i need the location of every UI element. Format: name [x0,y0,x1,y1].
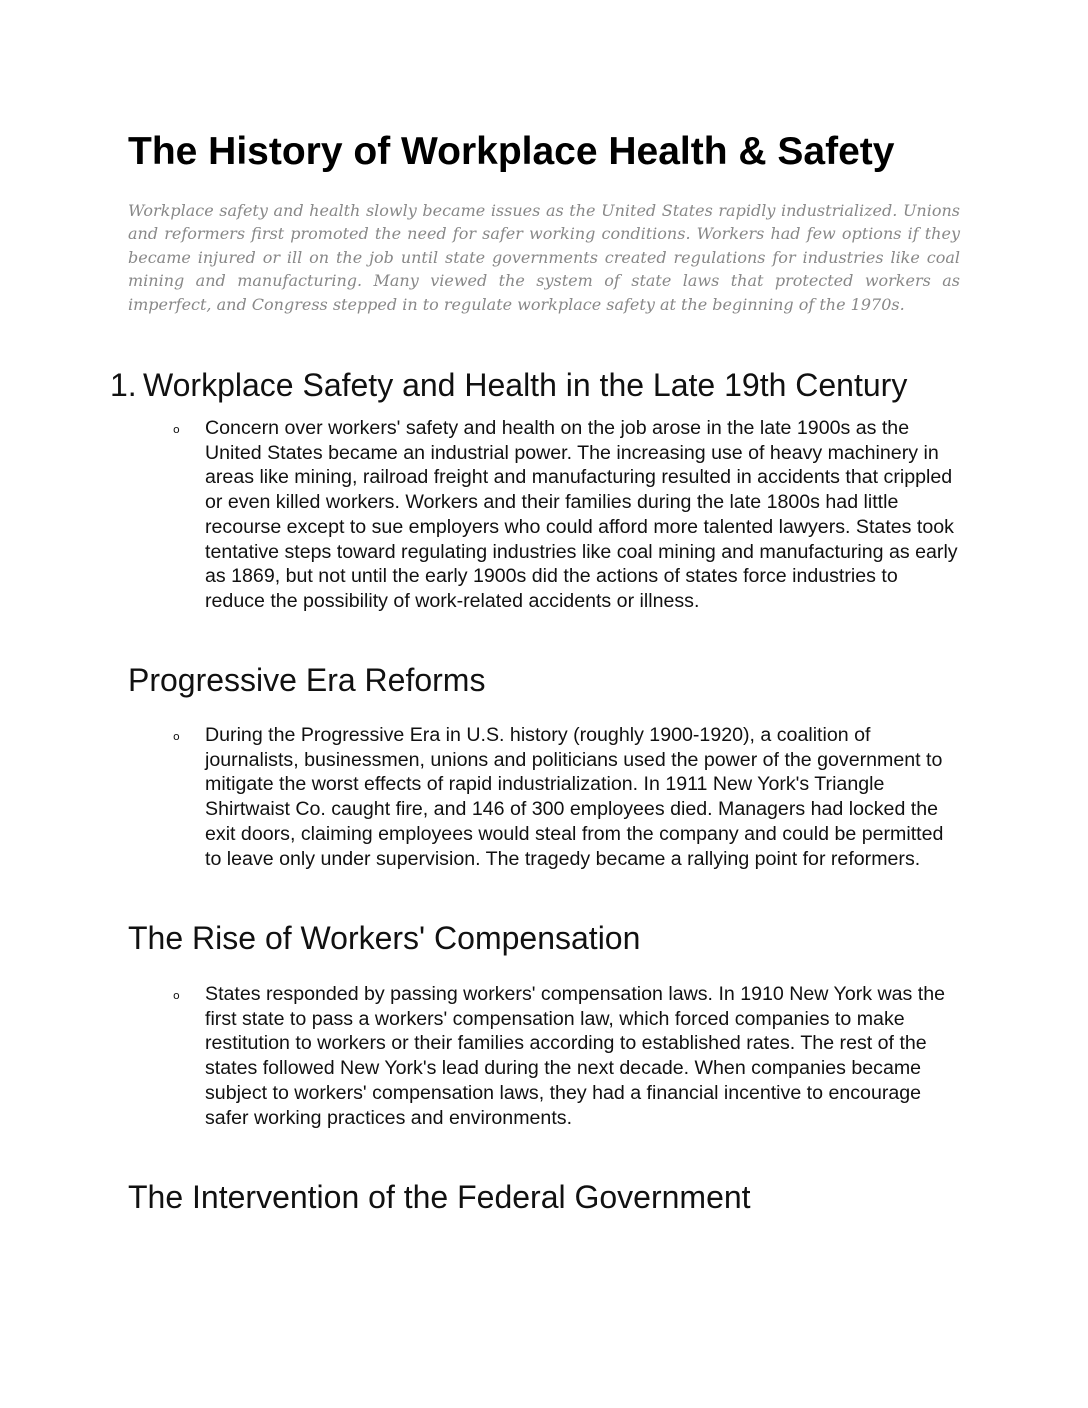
intro-paragraph: Workplace safety and health slowly became issues as the United States rapidly industrialized. Unions and reformers first promoted the need for safer working conditions. Workers had few options if they became injured or ill on the job until state governments created regulations for industries like coal mining and manufacturing. Many viewed the system of state laws that protected workers as imperfect, and Congress stepped in to regulate workplace safety at the beginning of the 1970s. [128,201,960,314]
section-heading-federal-government: The Intervention of the Federal Government [128,1179,751,1215]
section-number: 1. [110,367,137,403]
bullet-paragraph: During the Progressive Era in U.S. history (roughly 1900-1920), a coalition of journalists, businessmen, unions and politicians used the power of the government to mitigate the worst effects of rapid industrialization. In 1911 New York's Triangle Shirtwaist Co. caught fire, and 146 of 300 employees died. Managers had locked the exit doors, claiming employees would steal from the company and could be permitted to leave only under supervision. The tragedy became a rallying point for reformers. [205,724,944,870]
section-heading-late-19th-century [110,366,907,404]
section-heading-progressive-era: Progressive Era Reforms [128,662,486,698]
bullet-marker: o [173,423,180,436]
bullet-marker: o [173,730,180,743]
bullet-paragraph: Concern over workers' safety and health on the job arose in the late 1900s as the United States became an industrial power. The increasing use of heavy machinery in areas like mining, railroad freight and manufacturing resulted in accidents that crippled or even killed workers. Workers and their families during the late 1800s had little recourse except to sue employers who could afford more talented lawyers. States took tentative steps toward regulating industries like coal mining and manufacturing as early as 1869, but not until the early 1900s did the actions of states force industries to reduce the possibility of work-related accidents or illness. [205,417,958,612]
bullet-paragraph: States responded by passing workers' compensation laws. In 1910 New York was the first state to pass a workers' compensation law, which forced companies to make restitution to workers or their families according to established rates. The rest of the states followed New York's lead during the next decade. When companies became subject to workers' compensation laws, they had a financial incentive to encourage safer working practices and environments. [205,983,946,1129]
document-title: The History of Workplace Health & Safety [128,130,895,173]
section-heading-text: Workplace Safety and Health in the Late 19th Century [143,367,908,403]
section-heading-workers-compensation: The Rise of Workers' Compensation [128,920,641,956]
bullet-marker: o [173,989,180,1002]
